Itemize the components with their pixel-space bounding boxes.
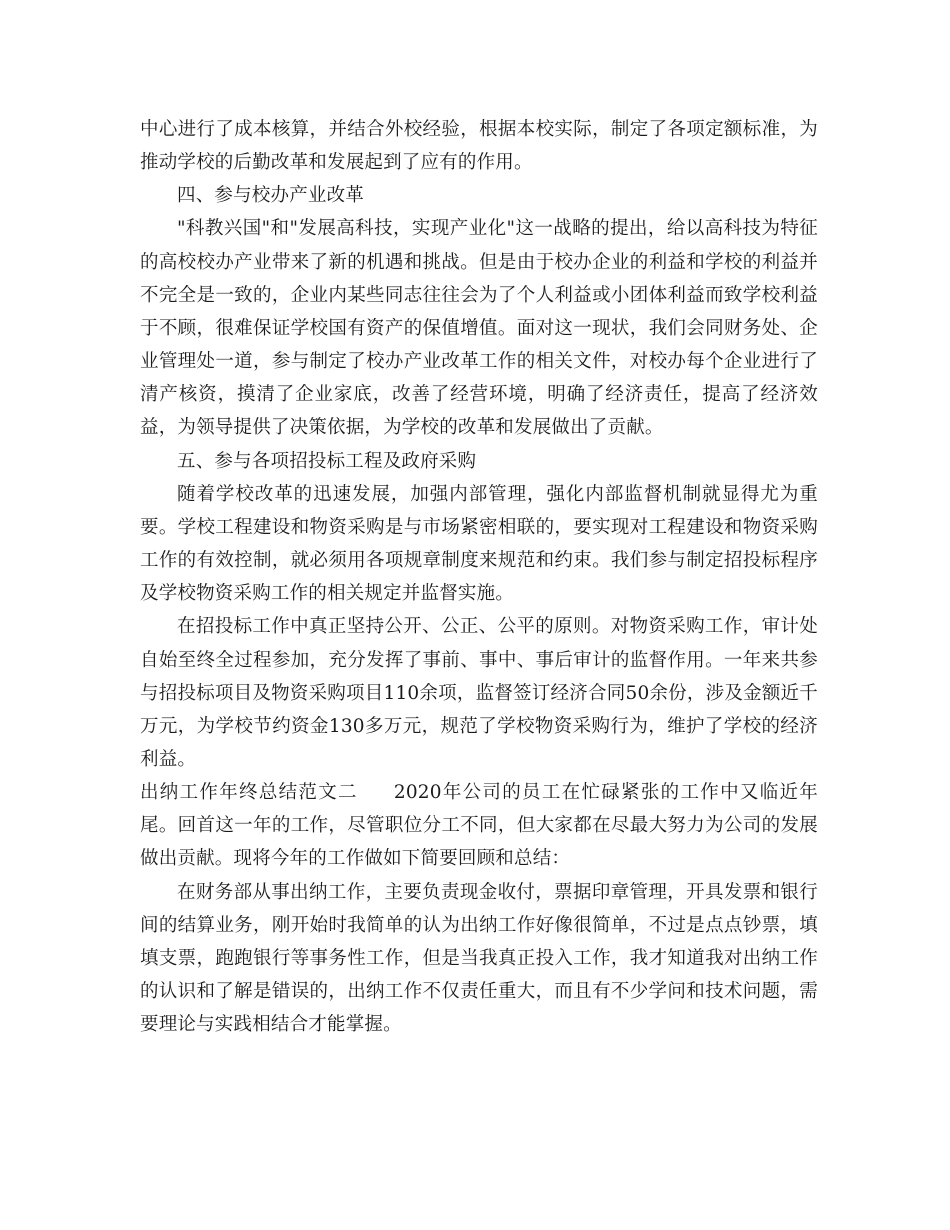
paragraph-internal-management: 随着学校改革的迅速发展，加强内部管理，强化内部监督机制就显得尤为重要。学校工程建设和物资采购是与市场紧密相联的，要实现对工程建设和物资采购工作的有效控制，就必须用各项规章制度来规范和约束。我们参与制定招投标程序及学校物资采购工作的相关规定并监督实施。 [140,483,818,605]
document-body [140,113,818,1041]
paragraph-cashier-intro [140,776,818,875]
paragraph-bidding-results: 在招投标工作中真正坚持公开、公正、公平的原则。对物资采购工作，审计处自始至终全过程参加，充分发挥了事前、事中、事后审计的监督作用。一年来共参与招投标项目及物资采购项目110余项，监督签订经济合同50余份，涉及金额近千万元，为学校节约资金130多万元，规范了学校物资采购行为，维护了学校的经济利益。 [140,616,818,770]
cashier-intro-text: 2020年公司的员工在忙碌紧张的工作中又临近年尾。回首这一年的工作，尽管职位分工不同，但大家都在尽最大努力为公司的发展做出贡献。现将今年的工作做如下简要回顾和总结： [140,782,818,870]
heading-bidding-procurement: 五、参与各项招投标工程及政府采购 [177,450,477,472]
paragraph-cashier-duties: 在财务部从事出纳工作，主要负责现金收付，票据印章管理，开具发票和银行间的结算业务，刚开始时我简单的认为出纳工作好像很简单，不过是点点钞票，填填支票，跑跑银行等事务性工作，但是当我真正投入工作，我才知道我对出纳工作的认识和了解是错误的，出纳工作不仅责任重大，而且有不少学问和技术问题，需要理论与实践相结合才能掌握。 [140,881,818,1036]
section-title: 出纳工作年终总结范文二 [140,782,358,804]
paragraph-school-industry: "科教兴国"和"发展高科技，实现产业化"这一战略的提出，给以高科技为特征的高校校办产业带来了新的机遇和挑战。但是由于校办企业的利益和学校的利益并不完全是一致的，企业内某些同志往往会为了个人利益或小团体利益而致学校利益于不顾，很难保证学校国有资产的保值增值。面对这一现状，我们会同财务处、企业管理处一道，参与制定了校办产业改革工作的相关文件，对校办每个企业进行了清产核资，摸清了企业家底，改善了经营环境，明确了经济责任，提高了经济效益，为领导提供了决策依据，为学校的改革和发展做出了贡献。 [140,218,818,439]
heading-school-industry-reform: 四、参与校办产业改革 [177,185,365,207]
paragraph-cost-accounting: 中心进行了成本核算，并结合外校经验，根据本校实际，制定了各项定额标准，为推动学校的后勤改革和发展起到了应有的作用。 [140,119,818,174]
